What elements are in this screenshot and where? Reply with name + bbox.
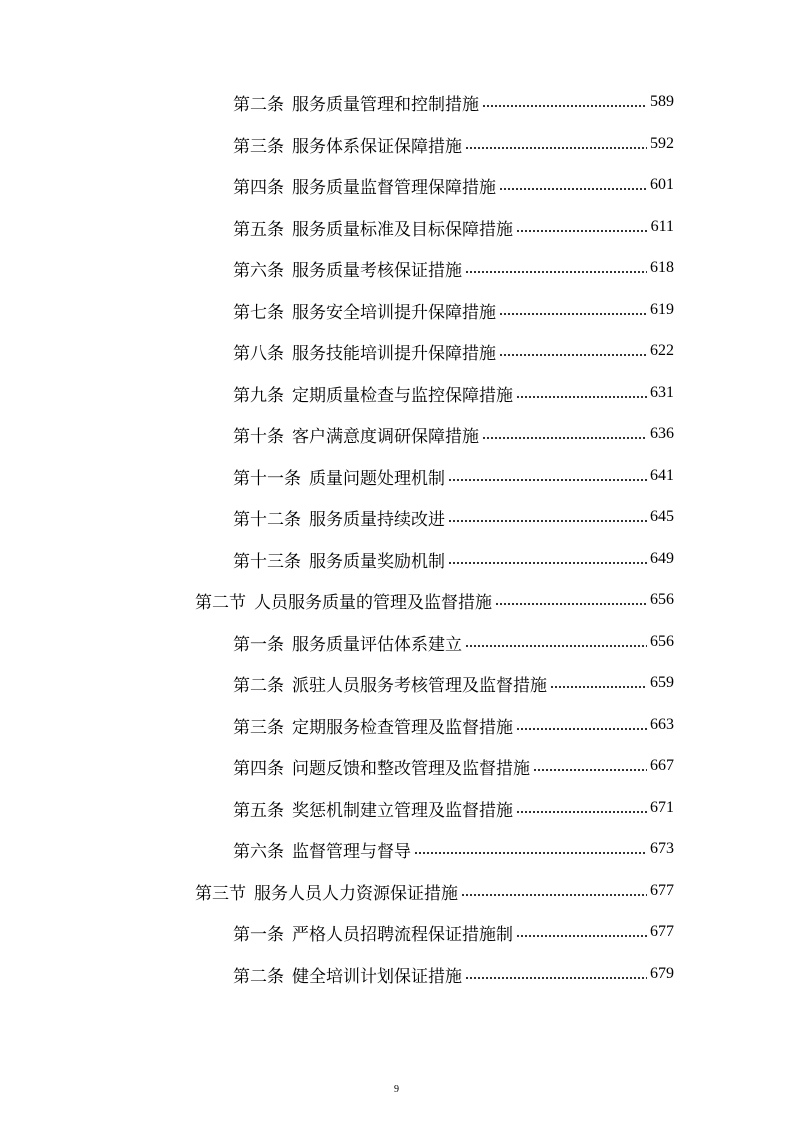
toc-entry-page: 671 [650,799,674,816]
toc-entry-number: 第八条 [233,343,284,364]
toc-entry-page: 631 [650,384,674,401]
toc-entry-number: 第六条 [233,260,284,281]
toc-entry-page: 667 [650,757,674,774]
toc-entry-title: 健全培训计划保证措施 [292,966,462,987]
dot-leader [499,313,647,315]
toc-entry-page: 618 [650,259,674,276]
toc-entry-page: 611 [650,218,674,235]
toc-entry-number: 第二条 [233,966,284,987]
toc-entry-title: 定期质量检查与监控保障措施 [292,385,513,406]
toc-entry[interactable] [233,213,674,241]
toc-entry-number: 第四条 [233,177,284,198]
toc-entry-number: 第九条 [233,385,284,406]
toc-entry[interactable] [233,337,674,365]
page-number: 9 [394,1084,399,1095]
toc-entry-title: 服务安全培训提升保障措施 [292,302,496,323]
toc-entry-number: 第五条 [233,219,284,240]
dot-leader [516,396,647,398]
toc-entry-page: 641 [650,467,674,484]
toc-entry-page: 601 [650,176,674,193]
dot-leader [495,603,647,605]
toc-entry-title: 派驻人员服务考核管理及监督措施 [292,675,547,696]
toc-entry-title: 严格人员招聘流程保证措施制 [292,924,513,945]
toc-entry-number: 第十条 [233,426,284,447]
toc-entry-page: 656 [650,591,674,608]
dot-leader [461,894,647,896]
toc-entry-title: 服务人员人力资源保证措施 [254,883,458,904]
toc-entry-title: 服务质量评估体系建立 [292,634,462,655]
toc-entry-title: 奖惩机制建立管理及监督措施 [292,800,513,821]
dot-leader [550,686,647,688]
toc-entry-page: 636 [650,425,674,442]
dot-leader [482,105,647,107]
dot-leader [533,769,647,771]
dot-leader [448,562,647,564]
toc-entry-title: 定期服务检查管理及监督措施 [292,717,513,738]
toc-entry[interactable] [233,711,674,739]
dot-leader [499,188,647,190]
toc-entry[interactable] [233,379,674,407]
toc-entry-title: 客户满意度调研保障措施 [292,426,479,447]
dot-leader [516,935,647,937]
toc-entry-title: 问题反馈和整改管理及监督措施 [292,758,530,779]
dot-leader [516,811,647,813]
toc-entry[interactable] [233,503,674,531]
toc-entry-number: 第十二条 [233,509,301,530]
dot-leader [448,479,647,481]
toc-entry-title: 服务体系保证保障措施 [292,136,462,157]
toc-entry[interactable] [195,586,674,614]
toc-entry-page: 679 [650,965,674,982]
toc-entry[interactable] [233,835,674,863]
toc-entry-number: 第七条 [233,302,284,323]
toc-entry-title: 人员服务质量的管理及监督措施 [254,592,492,613]
toc-entry-title: 服务质量奖励机制 [309,551,445,572]
toc-entry-number: 第一条 [233,634,284,655]
toc-entry-page: 645 [650,508,674,525]
dot-leader [465,645,647,647]
toc-entry[interactable] [233,545,674,573]
toc-entry[interactable] [233,960,674,988]
toc-entry-page: 659 [650,674,674,691]
toc-entry-title: 服务质量考核保证措施 [292,260,462,281]
toc-entry-page: 673 [650,840,674,857]
toc-entry[interactable] [195,877,674,905]
toc-entry-number: 第六条 [233,841,284,862]
toc-entry-title: 服务质量持续改进 [309,509,445,530]
dot-leader [465,147,647,149]
toc-entry-number: 第十一条 [233,468,301,489]
toc-entry-page: 622 [650,342,674,359]
toc-entry-number: 第三条 [233,717,284,738]
toc-entry-title: 质量问题处理机制 [309,468,445,489]
toc-entry-title: 服务技能培训提升保障措施 [292,343,496,364]
toc-entry-number: 第三节 [195,883,246,904]
toc-entry-title: 服务质量管理和控制措施 [292,94,479,115]
dot-leader [482,437,647,439]
toc-entry-page: 589 [650,93,674,110]
dot-leader [516,728,647,730]
toc-entry-title: 监督管理与督导 [292,841,411,862]
toc-entry[interactable] [233,669,674,697]
toc-entry[interactable] [233,296,674,324]
toc-entry-number: 第二条 [233,675,284,696]
toc-entry[interactable] [233,130,674,158]
toc-entry-number: 第三条 [233,136,284,157]
toc-entry-page: 649 [650,550,674,567]
toc-entry-page: 656 [650,633,674,650]
toc-entry-title: 服务质量监督管理保障措施 [292,177,496,198]
dot-leader [414,852,647,854]
toc-entry-number: 第十三条 [233,551,301,572]
toc-entry-page: 677 [650,923,674,940]
toc-entry-title: 服务质量标准及目标保障措施 [292,219,513,240]
toc-entry-page: 663 [650,716,674,733]
dot-leader [465,977,647,979]
dot-leader [499,354,647,356]
toc-entry[interactable] [233,752,674,780]
dot-leader [516,230,648,232]
toc-entry-page: 677 [650,882,674,899]
toc-entry-number: 第二条 [233,94,284,115]
toc-entry[interactable] [233,918,674,946]
toc-entry[interactable] [233,420,674,448]
toc-entry[interactable] [233,254,674,282]
toc-entry-number: 第四条 [233,758,284,779]
toc-entry-number: 第五条 [233,800,284,821]
toc-entry[interactable] [233,462,674,490]
dot-leader [465,271,647,273]
toc-entry-number: 第一条 [233,924,284,945]
toc-entry[interactable] [233,794,674,822]
toc-entry[interactable] [233,171,674,199]
toc-entry-page: 619 [650,301,674,318]
toc-entry[interactable] [233,88,674,116]
toc-entry-page: 592 [650,135,674,152]
dot-leader [448,520,647,522]
toc-entry-number: 第二节 [195,592,246,613]
toc-entry[interactable] [233,628,674,656]
